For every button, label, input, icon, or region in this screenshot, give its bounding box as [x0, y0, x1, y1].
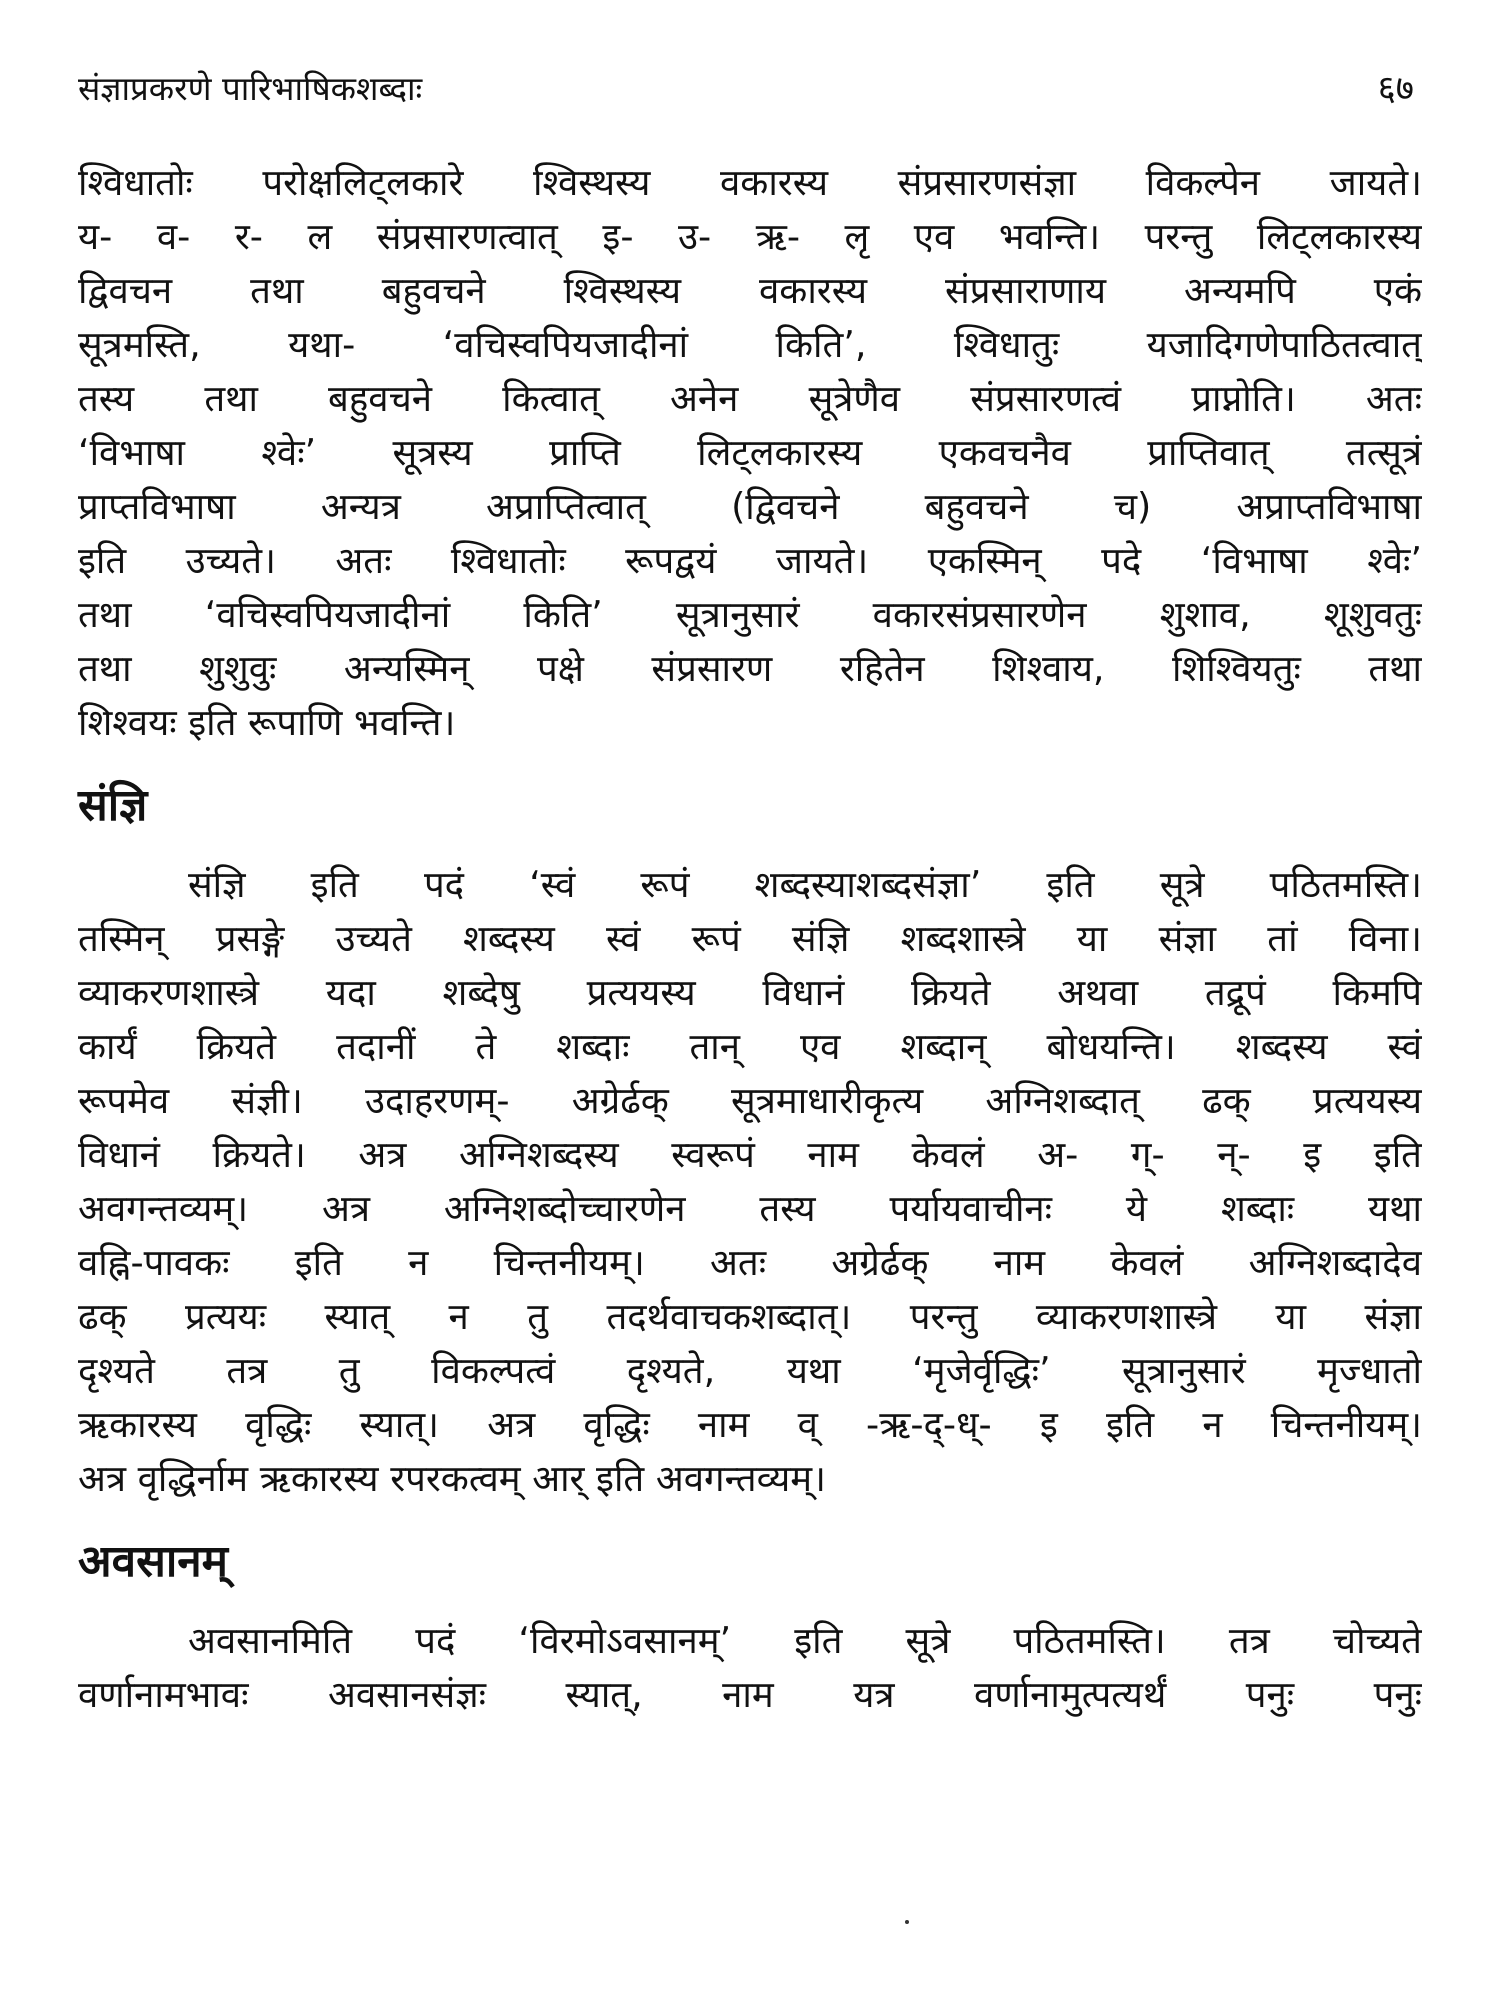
running-header-title: संज्ञाप्रकरणे पारिभाषिकशब्दाः: [78, 69, 423, 108]
text-line: ‘विभाषा श्वेः’ सूत्रस्य प्राप्ति लिट्लकारस्य एकवचनैव प्राप्तिवात् तत्सूत्रं: [78, 431, 1422, 474]
page-number: ६७: [1377, 69, 1414, 109]
text-line: कार्यं क्रियते तदानीं ते शब्दाः तान् एव शब्दान् बोधयन्ति। शब्दस्य स्वं: [78, 1025, 1422, 1068]
text-line: व्याकरणशास्त्रे यदा शब्देषु प्रत्ययस्य विधानं क्रियते अथवा तद्रूपं किमपि: [78, 971, 1422, 1014]
text-line: शिश्वयः इति रूपाणि भवन्ति।: [78, 701, 456, 744]
text-line: तथा शुशुवुः अन्यस्मिन् पक्षे संप्रसारण रहितेन शिश्वाय, शिश्वियतुः तथा: [78, 647, 1422, 690]
text-line: वह्नि-पावकः इति न चिन्तनीयम्। अतः अग्रेर्ढक् नाम केवलं अग्निशब्दादेव: [78, 1241, 1422, 1284]
text-line: रूपमेव संज्ञी। उदाहरणम्- अग्रेर्ढक् सूत्रमाधारीकृत्य अग्निशब्दात् ढक् प्रत्ययस्य: [78, 1079, 1422, 1122]
text-line: वर्णानामभावः अवसानसंज्ञः स्यात्, नाम यत्र वर्णानामुत्पत्यर्थं पनुः पनुः: [78, 1673, 1422, 1716]
text-line: य- व- र- ल संप्रसारणत्वात् इ- उ- ऋ- लृ एव भवन्ति। परन्तु लिट्लकारस्य: [78, 215, 1422, 258]
paragraph-continuation: [78, 156, 1422, 750]
text-line: तस्य तथा बहुवचने कित्वात् अनेन सूत्रेणैव संप्रसारणत्वं प्राप्नोति। अतः: [78, 377, 1422, 420]
running-header: [78, 64, 1422, 128]
paragraph-avasanam: [78, 1614, 1422, 1722]
text-line: प्राप्तविभाषा अन्यत्र अप्राप्तित्वात् (द्विवचने बहुवचने च) अप्राप्तविभाषा: [78, 485, 1422, 528]
text-line: दृश्यते तत्र तु विकल्पत्वं दृश्यते, यथा ‘मृजेर्वृद्धिः’ सूत्रानुसारं मृज्धातो: [78, 1349, 1422, 1392]
text-line: अत्र वृद्धिर्नाम ऋकारस्य रपरकत्वम् आर् इति अवगन्तव्यम्।: [78, 1457, 826, 1500]
paragraph-sanjni: [78, 858, 1422, 1506]
text-line: इति उच्यते। अतः श्विधातोः रूपद्वयं जायते। एकस्मिन् पदे ‘विभाषा श्वेः’: [78, 539, 1422, 582]
text-line: श्विधातोः परोक्षलिट्लकारे श्विस्थस्य वकारस्य संप्रसारणसंज्ञा विकल्पेन जायते।: [78, 161, 1422, 204]
text-line: अवगन्तव्यम्। अत्र अग्निशब्दोच्चारणेन तस्य पर्यायवाचीनः ये शब्दाः यथा: [78, 1187, 1422, 1230]
section-heading-sanjni: संज्ञि: [78, 780, 148, 831]
text-line: तस्मिन् प्रसङ्गे उच्यते शब्दस्य स्वं रूपं संज्ञि शब्दशास्त्रे या संज्ञा तां विना।: [78, 917, 1422, 960]
text-line: सूत्रमस्ति, यथा- ‘वचिस्वपियजादीनां किति’, श्विधातुः यजादिगणेपाठितत्वात्: [78, 323, 1422, 366]
section-heading-avasanam: अवसानम्: [78, 1536, 228, 1587]
scan-speck: [905, 1920, 909, 1924]
text-line: विधानं क्रियते। अत्र अग्निशब्दस्य स्वरूपं नाम केवलं अ- ग्- न्- इ इति: [78, 1133, 1422, 1176]
text-line: तथा ‘वचिस्वपियजादीनां किति’ सूत्रानुसारं वकारसंप्रसारणेन शुशाव, शूशुवतुः: [78, 593, 1422, 636]
text-line: ऋकारस्य वृद्धिः स्यात्। अत्र वृद्धिः नाम व् -ऋ-द्-ध्- इ इति न चिन्तनीयम्।: [78, 1403, 1422, 1446]
text-line: ढक् प्रत्ययः स्यात् न तु तदर्थवाचकशब्दात्। परन्तु व्याकरणशास्त्रे या संज्ञा: [78, 1295, 1422, 1338]
text-line: अवसानमिति पदं ‘विरमोऽवसानम्’ इति सूत्रे पठितमस्ति। तत्र चोच्यते: [188, 1619, 1422, 1662]
text-line: द्विवचन तथा बहुवचने श्विस्थस्य वकारस्य संप्रसाराणाय अन्यमपि एकं: [78, 269, 1422, 312]
text-line: संज्ञि इति पदं ‘स्वं रूपं शब्दस्याशब्दसंज्ञा’ इति सूत्रे पठितमस्ति।: [188, 863, 1422, 906]
